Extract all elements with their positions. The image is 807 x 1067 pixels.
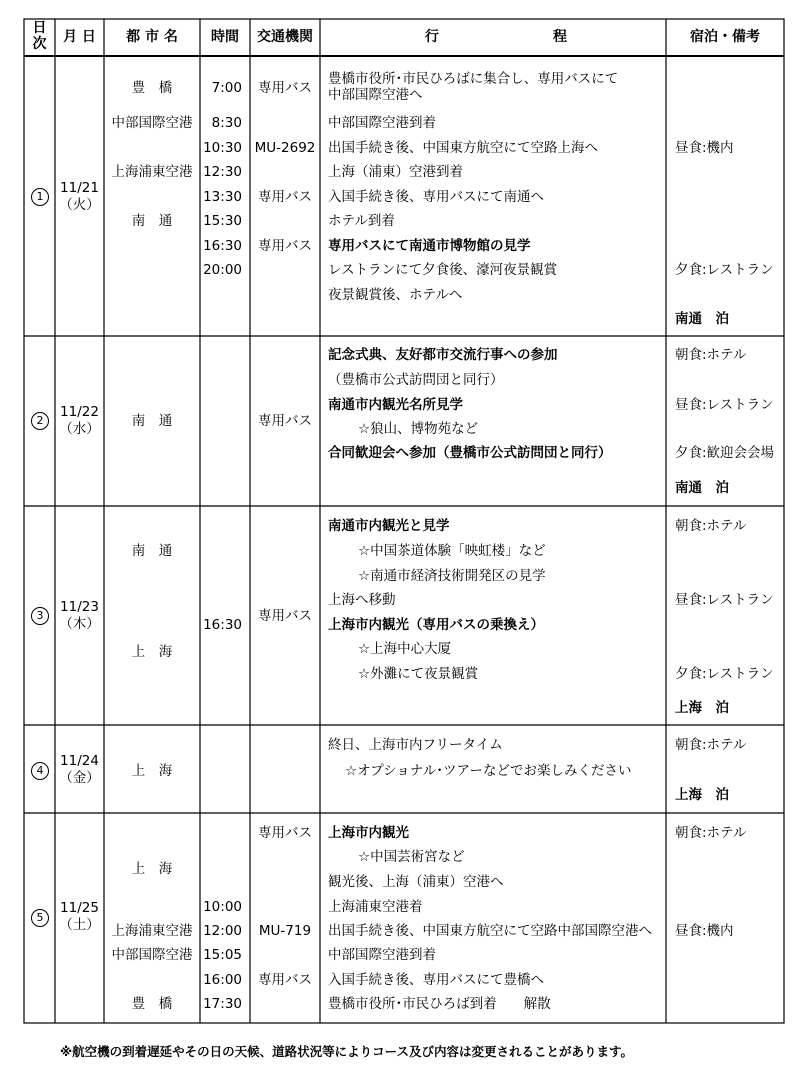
date-md: 11/21 [60,180,99,196]
city: 上 海 [131,861,173,877]
time: 20:00 [203,262,242,278]
remark: 昼食:レストラン [675,397,774,413]
itinerary-line: ☆中国茶道体験「映虹楼」など [358,543,546,559]
header-remarks: 宿泊・備考 [690,29,760,45]
city: 南 通 [131,543,173,559]
remark: 朝食:ホテル [675,518,747,534]
transport: 専用バス [258,80,312,96]
city: 豊 橋 [131,996,173,1012]
remark: 朝食:ホテル [675,347,747,363]
city: 上 海 [131,763,173,779]
date-dow: （金） [59,770,100,786]
transport: 専用バス [258,238,312,254]
itinerary-line: 夜景観賞後、ホテルへ [328,287,463,303]
header-day-line1: 日 [32,20,47,36]
date-md: 11/25 [60,900,99,916]
time: 13:30 [203,189,242,205]
transport: 専用バス [258,413,312,429]
itinerary-line: 上海浦東空港着 [328,899,423,915]
city: 中部国際空港 [111,947,193,963]
itinerary-line: 豊橋市役所･市民ひろばに集合し、専用バスにて [328,71,619,87]
time: 12:30 [203,164,242,180]
itinerary-line: 中部国際空港到着 [328,947,436,963]
remark-lodging: 上海 泊 [675,787,729,803]
date-day5 [55,900,104,934]
header-time: 時間 [211,29,239,45]
itinerary-line: レストランにて夕食後、濠河夜景観賞 [328,262,558,278]
itinerary-line: 上海へ移動 [328,592,396,608]
itinerary-line: 上海市内観光（専用バスの乗換え） [328,617,544,633]
header-city: 都 市 名 [126,29,178,45]
time: 10:30 [203,140,242,156]
remark: 夕食:レストラン [675,666,774,682]
remark-lodging: 南通 泊 [675,311,729,327]
date-dow: （木） [59,616,100,632]
city: 上海浦東空港 [111,164,193,180]
city: 南 通 [131,413,173,429]
time: 16:30 [203,617,242,633]
header-date: 月 日 [63,29,96,45]
time: 10:00 [203,899,242,915]
city: 中部国際空港 [111,115,193,131]
itinerary-line: ホテル到着 [328,213,395,229]
day-number-2: 2 [31,412,49,430]
date-day4 [55,753,104,787]
itinerary-line: 南通市内観光名所見学 [328,397,463,413]
date-day1 [55,180,104,214]
itinerary-line: 上海市内観光 [328,825,409,841]
transport: 専用バス [258,189,312,205]
itinerary-line: ☆南通市経済技術開発区の見学 [358,568,546,584]
city: 南 通 [131,213,173,229]
itinerary-line: 観光後、上海（浦東）空港へ [328,874,504,890]
transport: MU-719 [258,923,312,939]
remark: 夕食:レストラン [675,262,774,278]
itinerary-line: ☆上海中心大厦 [358,641,452,657]
itinerary-line: （豊橋市公式訪問団と同行） [328,372,504,388]
itinerary-line: ☆中国芸術宮など [358,849,465,865]
city: 上 海 [131,644,173,660]
time: 17:30 [203,996,242,1012]
header-transport: 交通機関 [257,29,313,45]
remark: 朝食:ホテル [675,825,747,841]
remark-lodging: 上海 泊 [675,700,729,716]
itinerary-line: 専用バスにて南通市博物館の見学 [328,238,531,254]
itinerary-line: 中部国際空港到着 [328,115,436,131]
itinerary-line: 豊橋市役所･市民ひろば到着 解散 [328,996,551,1012]
date-day3 [55,599,104,633]
day-number-5: 5 [31,909,49,927]
remark: 昼食:機内 [675,923,734,939]
header-day [24,20,55,52]
city: 豊 橋 [131,80,173,96]
date-dow: （土） [59,917,100,933]
time: 8:30 [211,115,242,131]
header-day-line2: 次 [32,36,47,52]
itinerary-line: 中部国際空港へ [328,87,423,103]
transport: 専用バス [258,608,312,624]
remark: 昼食:機内 [675,140,734,156]
time: 16:30 [203,238,242,254]
header-itinerary-a: 行 [425,29,439,45]
day-number-1: 1 [31,188,49,206]
footnote: ※航空機の到着遅延やその日の天候、道路状況等によりコース及び内容は変更されることがあります。 [60,1044,634,1059]
date-dow: （水） [59,421,100,437]
remark: 昼食:レストラン [675,592,774,608]
itinerary-line: 終日、上海市内フリータイム [328,737,503,753]
itinerary-line: 上海（浦東）空港到着 [328,164,463,180]
remark: 朝食:ホテル [675,737,747,753]
time: 15:05 [203,947,242,963]
day-number-3: 3 [31,607,49,625]
itinerary-line: ☆外灘にて夜景観賞 [358,666,479,682]
time: 12:00 [203,923,242,939]
itinerary-line: 合同歓迎会へ参加（豊橋市公式訪問団と同行） [328,445,612,461]
itinerary-line: ☆狼山、博物苑など [358,421,479,437]
city: 上海浦東空港 [111,923,193,939]
itinerary-line: 出国手続き後、中国東方航空にて空路上海へ [328,140,598,156]
time: 15:30 [203,213,242,229]
itinerary-line: 入国手続き後、専用バスにて南通へ [328,189,544,205]
date-md: 11/22 [60,404,99,420]
transport: 専用バス [258,825,312,841]
itinerary-line: 出国手続き後、中国東方航空にて空路中部国際空港へ [328,923,652,939]
header-itinerary-b: 程 [553,29,567,45]
itinerary-line: 入国手続き後、専用バスにて豊橋へ [328,972,544,988]
remark: 夕食:歓迎会会場 [675,445,775,461]
itinerary-line: ☆オプショナル･ツアーなどでお楽しみください [345,763,632,779]
date-md: 11/23 [60,599,99,615]
transport: MU-2692 [254,140,316,156]
itinerary-line: 南通市内観光と見学 [328,518,450,534]
remark-lodging: 南通 泊 [675,480,729,496]
itinerary-line: 記念式典、友好都市交流行事への参加 [328,347,558,363]
date-day2 [55,404,104,438]
transport: 専用バス [258,972,312,988]
time: 7:00 [211,80,242,96]
date-md: 11/24 [60,753,99,769]
date-dow: （火） [59,197,100,213]
day-number-4: 4 [31,762,49,780]
time: 16:00 [203,972,242,988]
